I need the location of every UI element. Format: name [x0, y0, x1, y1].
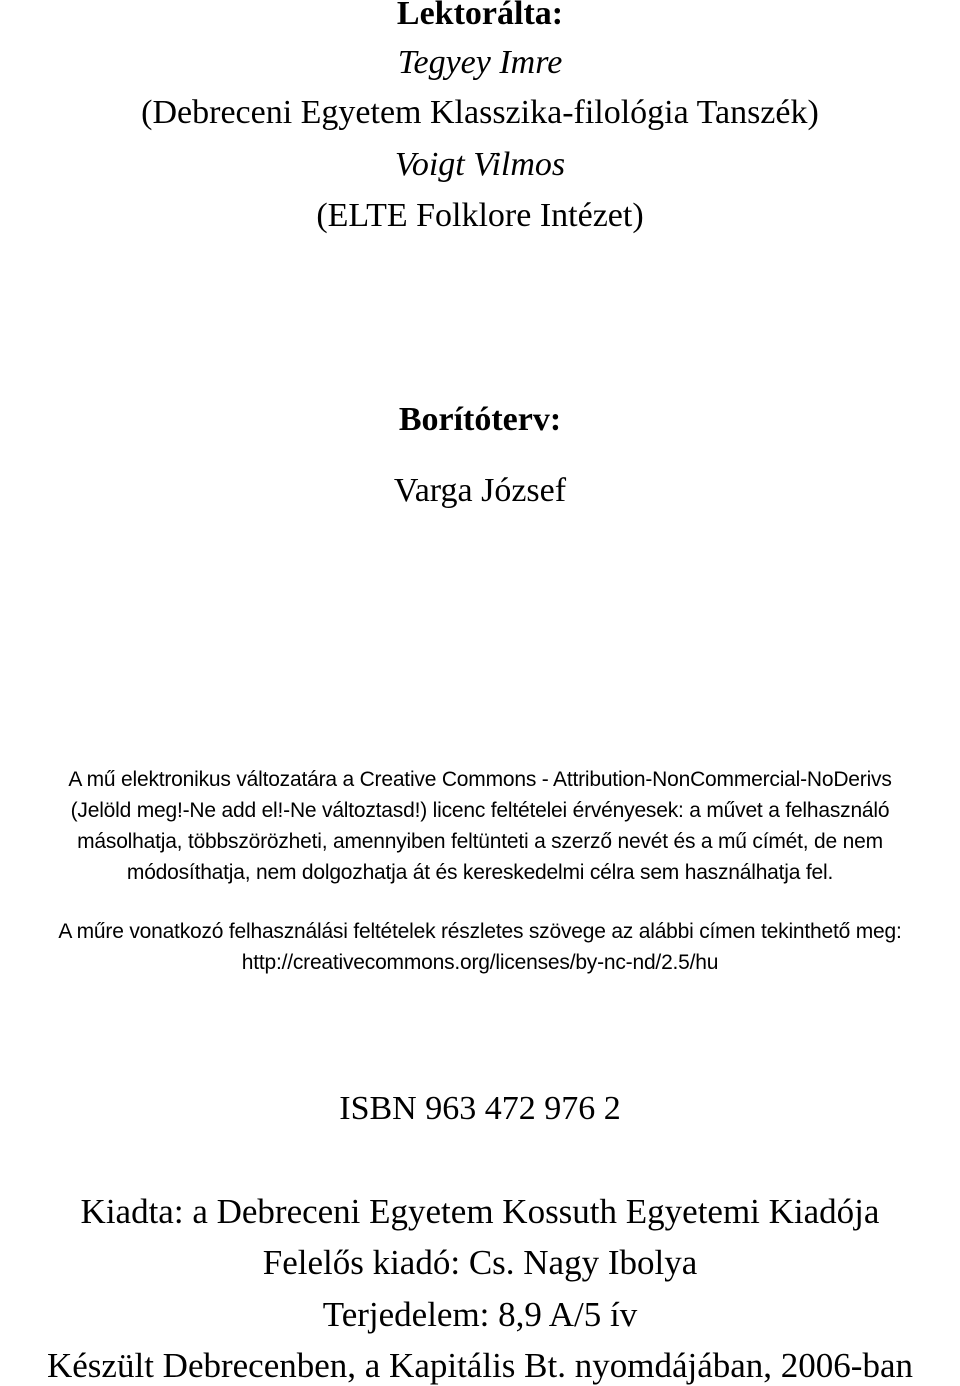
imprint-printed: Készült Debrecenben, a Kapitális Bt. nyomdájában, 2006-ban — [47, 1346, 913, 1385]
license-line-2: (Jelöld meg!-Ne add el!-Ne változtasd!) licenc feltételei érvényesek: a művet a felhasználó — [70, 799, 890, 822]
imprint-responsible: Felelős kiadó: Cs. Nagy Ibolya — [262, 1243, 698, 1282]
license-url: http://creativecommons.org/licenses/by-nc-nd/2.5/hu — [241, 951, 719, 974]
imprint-publisher: Kiadta: a Debreceni Egyetem Kossuth Egyetemi Kiadója — [80, 1192, 880, 1231]
reviewer-affiliation-1: (Debreceni Egyetem Klasszika-filológia Tanszék) — [141, 94, 819, 131]
license-line-4: módosíthatja, nem dolgozhatja át és kereskedelmi célra sem használhatja fel. — [126, 861, 834, 884]
license-line-3: másolhatja, többszörözheti, amennyiben feltünteti a szerző nevét és a mű címét, de nem — [77, 830, 883, 853]
reviewers-heading: Lektorálta: — [396, 0, 564, 32]
imprint-extent: Terjedelem: 8,9 A/5 ív — [322, 1295, 638, 1334]
cover-heading: Borítóterv: — [398, 401, 562, 438]
reviewer-affiliation-2: (ELTE Folklore Intézet) — [316, 197, 644, 234]
reviewer-name-2: Voigt Vilmos — [394, 146, 566, 183]
reviewer-name-1: Tegyey Imre — [397, 44, 563, 81]
license-line-1: A mű elektronikus változatára a Creative Commons - Attribution-NonCommercial-NoDerivs — [68, 768, 892, 791]
license-details-line-1: A műre vonatkozó felhasználási feltételek részletes szövege az alábbi címen tekinthető meg: — [58, 920, 902, 943]
isbn: ISBN 963 472 976 2 — [339, 1090, 621, 1127]
cover-designer: Varga József — [393, 472, 567, 509]
